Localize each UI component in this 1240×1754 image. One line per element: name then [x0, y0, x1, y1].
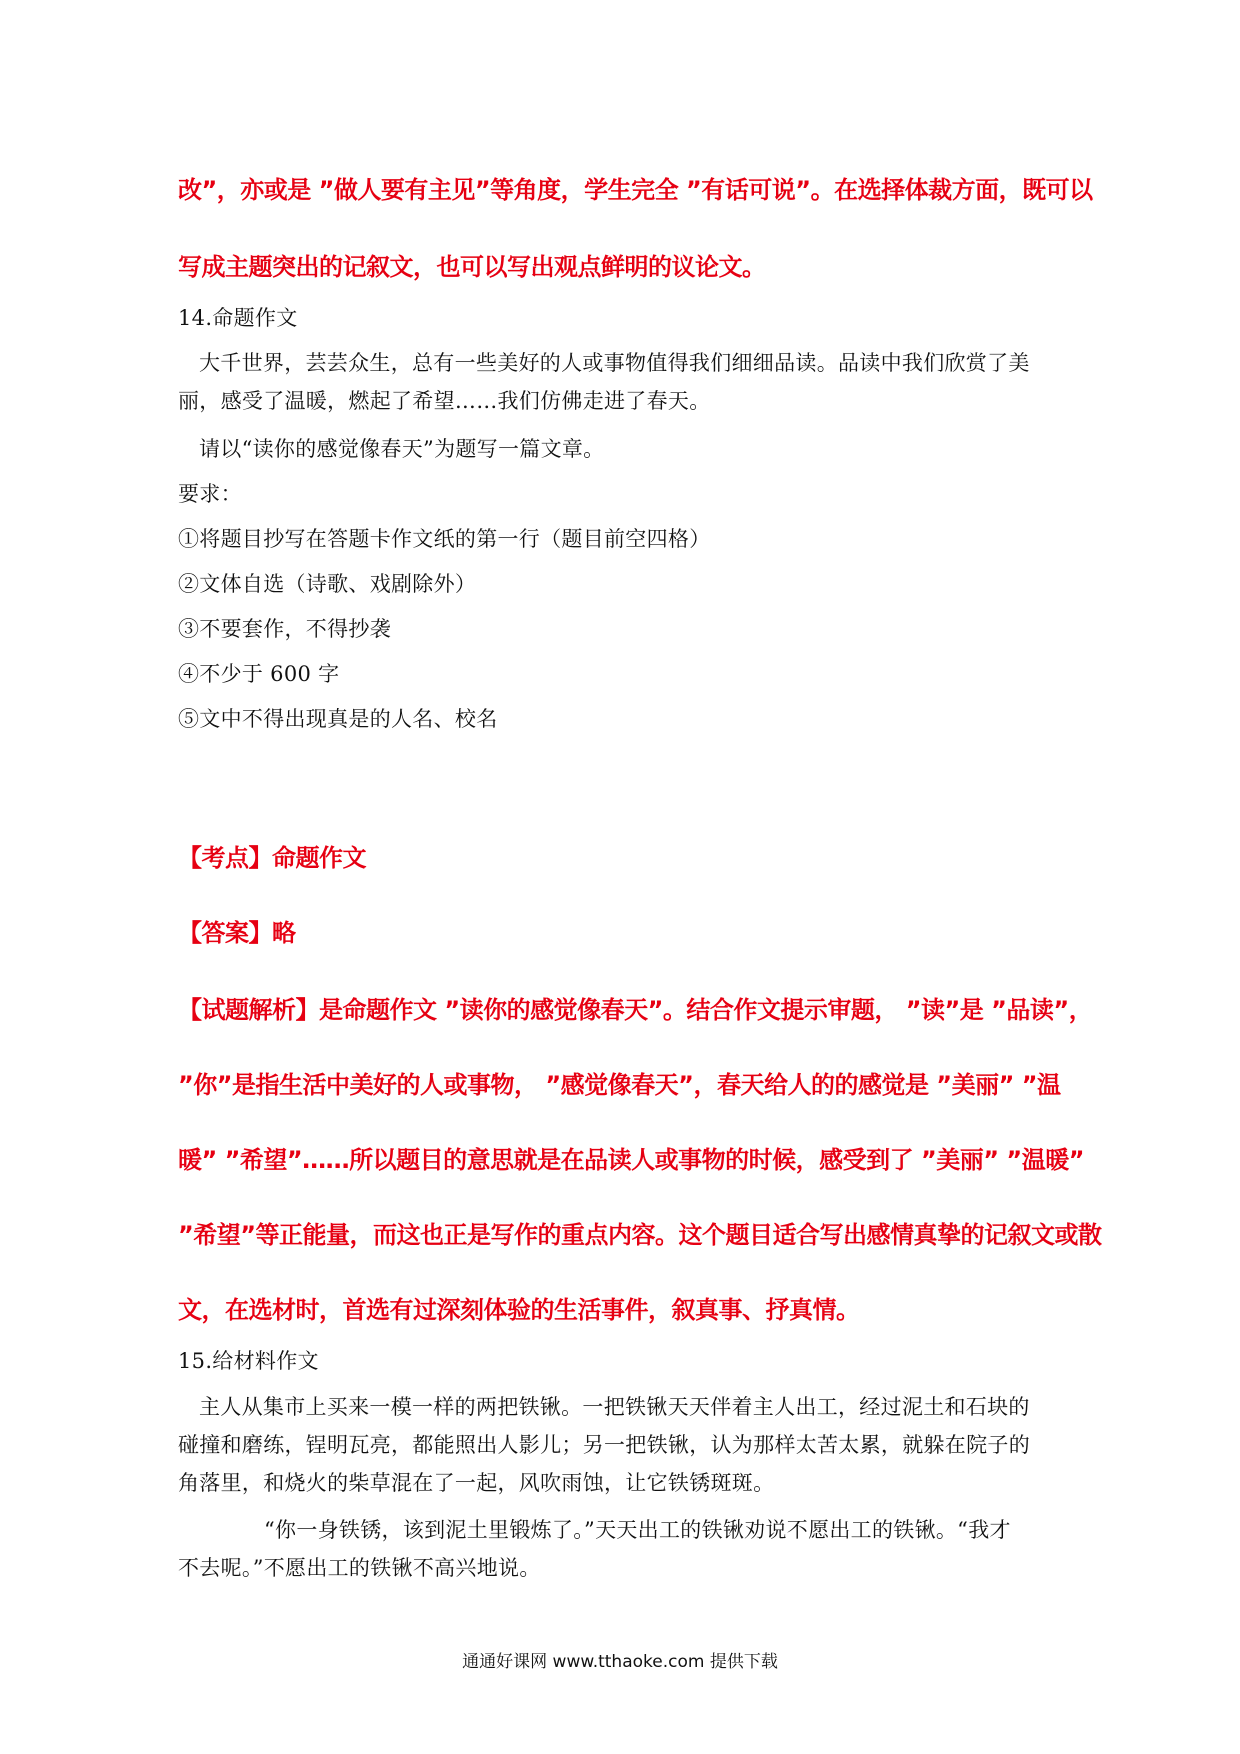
requirement-item: ②文体自选（诗歌、戏剧除外） [178, 572, 477, 596]
requirement-item: ⑤文中不得出现真是的人名、校名 [178, 707, 498, 731]
kaodian-label: 【考点】命题作文 [178, 844, 366, 872]
analysis-text-line: 【试题解析】是命题作文 ”读你的感觉像春天”。结合作文提示审题， ”读”是 ”品读”， [178, 996, 1093, 1024]
question-title: 14.命题作文 [178, 306, 298, 330]
material-text-line: 角落里，和烧火的柴草混在了一起，风吹雨蚀，让它铁锈斑斑。 [178, 1471, 775, 1495]
requirement-item: ③不要套作，不得抄袭 [178, 617, 391, 641]
requirement-item: ④不少于 600 字 [178, 662, 340, 686]
analysis-text-line: ”你”是指生活中美好的人或事物， ”感觉像春天”，春天给人的的感觉是 ”美丽” ”温 [178, 1071, 1061, 1099]
instruction-text: 请以“读你的感觉像春天”为题写一篇文章。 [199, 437, 605, 461]
material-text-line: “你一身铁锈，该到泥土里锻炼了。”天天出工的铁锹劝说不愿出工的铁锹。“我才 [264, 1518, 1011, 1542]
analysis-text-line: 文，在选材时，首选有过深刻体验的生活事件，叙真事、抒真情。 [178, 1296, 860, 1324]
analysis-text-line: ”希望”等正能量，而这也正是写作的重点内容。这个题目适合写出感情真挚的记叙文或散 [178, 1221, 1102, 1249]
material-text-line: 碰撞和磨练，锃明瓦亮，都能照出人影儿；另一把铁锹，认为那样太苦太累，就躲在院子的 [178, 1433, 1030, 1457]
analysis-text-line: 写成主题突出的记叙文，也可以写出观点鲜明的议论文。 [178, 253, 766, 281]
requirement-item: ①将题目抄写在答题卡作文纸的第一行（题目前空四格） [178, 527, 711, 551]
prompt-text-line: 大千世界，芸芸众生，总有一些美好的人或事物值得我们细细品读。品读中我们欣赏了美 [199, 351, 1030, 375]
prompt-text-line: 丽，感受了温暖，燃起了希望……我们仿佛走进了春天。 [178, 389, 711, 413]
answer-label: 【答案】略 [178, 919, 296, 947]
requirements-label: 要求： [178, 482, 242, 506]
material-text-line: 不去呢。”不愿出工的铁锹不高兴地说。 [178, 1556, 541, 1580]
material-text-line: 主人从集市上买来一模一样的两把铁锹。一把铁锹天天伴着主人出工，经过泥土和石块的 [199, 1395, 1030, 1419]
page-footer: 通通好课网 www.tthaoke.com 提供下载 [462, 1652, 778, 1672]
analysis-text-line: 改”，亦或是 ”做人要有主见”等角度，学生完全 ”有话可说”。在选择体裁方面，既可以 [178, 176, 1093, 204]
question-title: 15.给材料作文 [178, 1349, 319, 1373]
analysis-text-line: 暖” ”希望”……所以题目的意思就是在品读人或事物的时候，感受到了 ”美丽” ”温暖” [178, 1146, 1084, 1174]
